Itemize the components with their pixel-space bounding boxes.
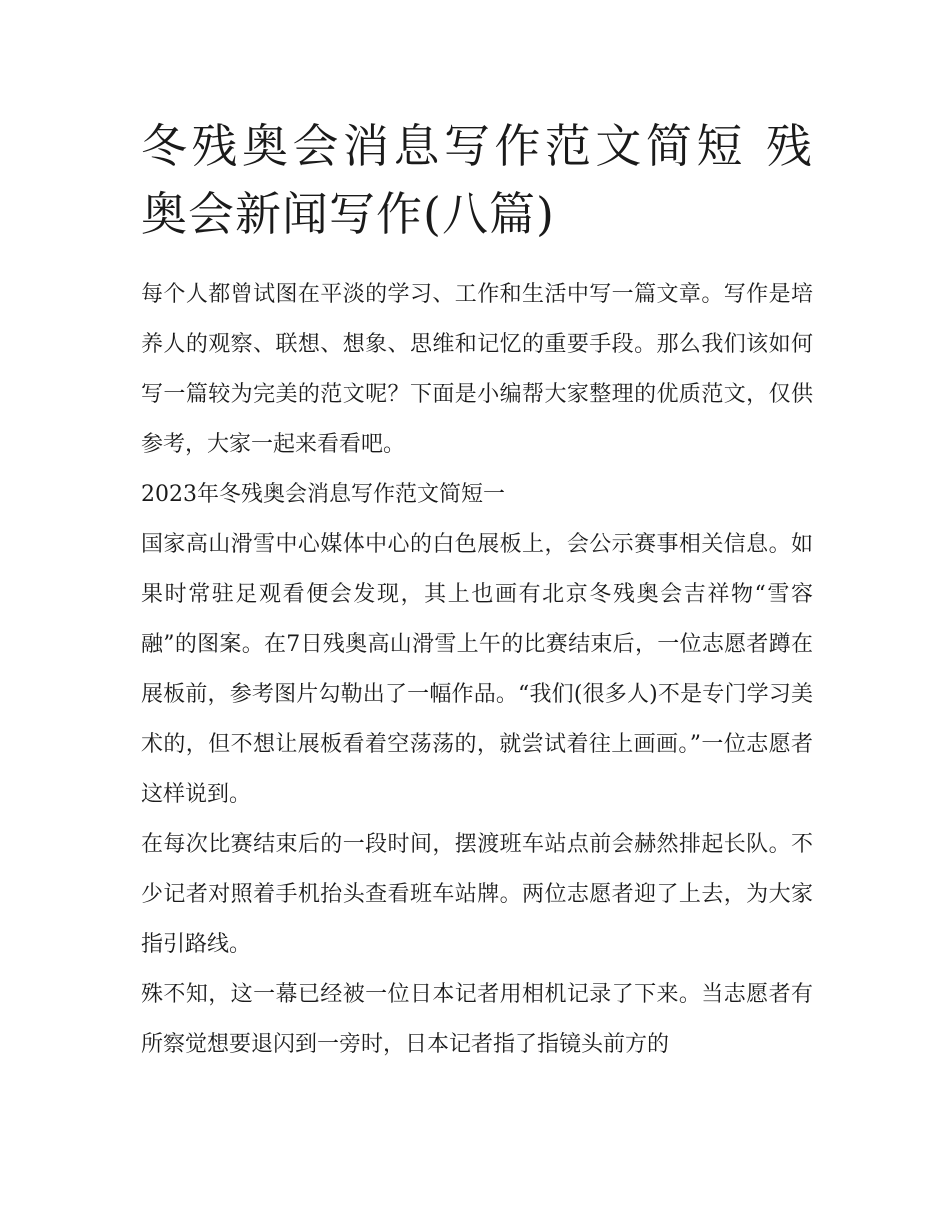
body-paragraph-1: 国家高山滑雪中心媒体中心的白色展板上，会公示赛事相关信息。如果时常驻足观看便会发现，其上也画有北京冬残奥会吉祥物“雪容融”的图案。在7日残奥高山滑雪上午的比赛结束后，一位志愿者蹲在展板前，参考图片勾勒出了一幅作品。“我们(很多人)不是专门学习美术的，但不想让展板看着空荡荡的，就尝试着往上画画。”一位志愿者这样说到。 (141, 532, 813, 807)
document-title: 冬残奥会消息写作范文简短 残奥会新闻写作(八篇) (141, 119, 813, 241)
intro-paragraph: 每个人都曾试图在平淡的学习、工作和生活中写一篇文章。写作是培养人的观察、联想、想象、思维和记忆的重要手段。那么我们该如何写一篇较为完美的范文呢？下面是小编帮大家整理的优质范文，仅供参考，大家一起来看看吧。 (141, 282, 813, 457)
document-body (141, 112, 813, 1070)
body-paragraph-3: 殊不知，这一幕已经被一位日本记者用相机记录了下来。当志愿者有所察觉想要退闪到一旁时，日本记者指了指镜头前方的 (141, 982, 813, 1057)
section-heading: 2023年冬残奥会消息写作范文简短一 (141, 482, 505, 507)
body-paragraph-2: 在每次比赛结束后的一段时间，摆渡班车站点前会赫然排起长队。不少记者对照着手机抬头查看班车站牌。两位志愿者迎了上去，为大家指引路线。 (141, 832, 813, 957)
